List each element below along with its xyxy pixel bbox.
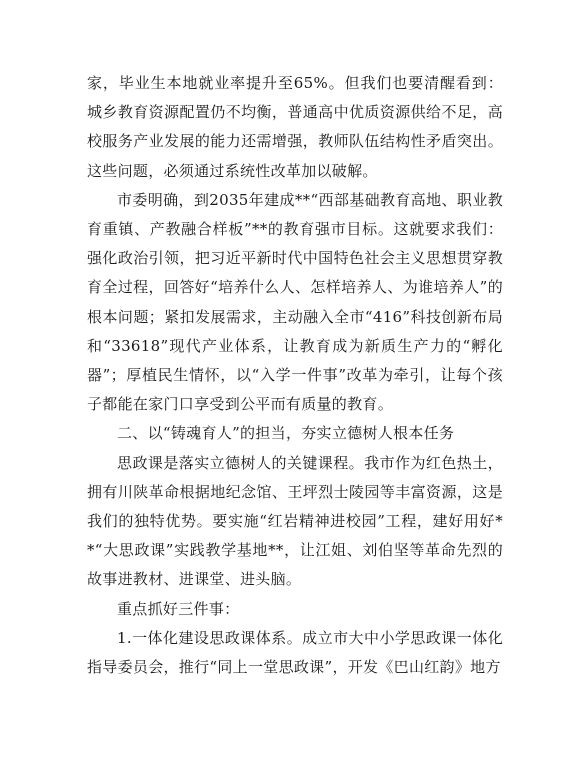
paragraph-employment-challenges: 家，毕业生本地就业率提升至65%。但我们也要清醒看到：城乡教育资源配置仍不均衡，普通高中优质资源供给不足，高校服务产业发展的能力还需增强，教师队伍结构性矛盾突出。这些问题，必须通过系统性改革加以破解。 <box>87 74 503 180</box>
section-heading-2: 二、以“铸魂育人”的担当，夯实立德树人根本任务 <box>117 424 455 443</box>
paragraph-three-tasks: 重点抓好三件事： <box>117 599 240 618</box>
paragraph-city-goal: 市委明确，到2035年建成**“西部基础教育高地、职业教育重镇、产教融合样板”**的教育强市目标。这就要求我们：强化政治引领，把习近平新时代中国特色社会主义思想贯穿教育全过程，回答好“培养什么人、怎样培养人、为谁培养人”的根本问题；紧扣发展需求，主动融入全市“416”科技创新布局和“33618”现代产业体系，让教育成为新质生产力的“孵化器”；厚植民生情怀，以“入学一件事”改革为牵引，让每个孩子都能在家门口享受到公平而有质量的教育。 <box>87 190 503 414</box>
paragraph-task-1: 1.一体化建设思政课体系。成立市大中小学思政课一体化指导委员会，推行“同上一堂思政课”，开发《巴山红韵》地方 <box>87 628 503 677</box>
document-page <box>87 69 503 682</box>
paragraph-ideological-course: 思政课是落实立德树人的关键课程。我市作为红色热土，拥有川陕革命根据地纪念馆、王坪烈士陵园等丰富资源，这是我们的独特优势。要实施“红岩精神进校园”工程，建好用好**“大思政课”实践教学基地**，让江姐、刘伯坚等革命先烈的故事进教材、进课堂、进头脑。 <box>87 453 503 589</box>
